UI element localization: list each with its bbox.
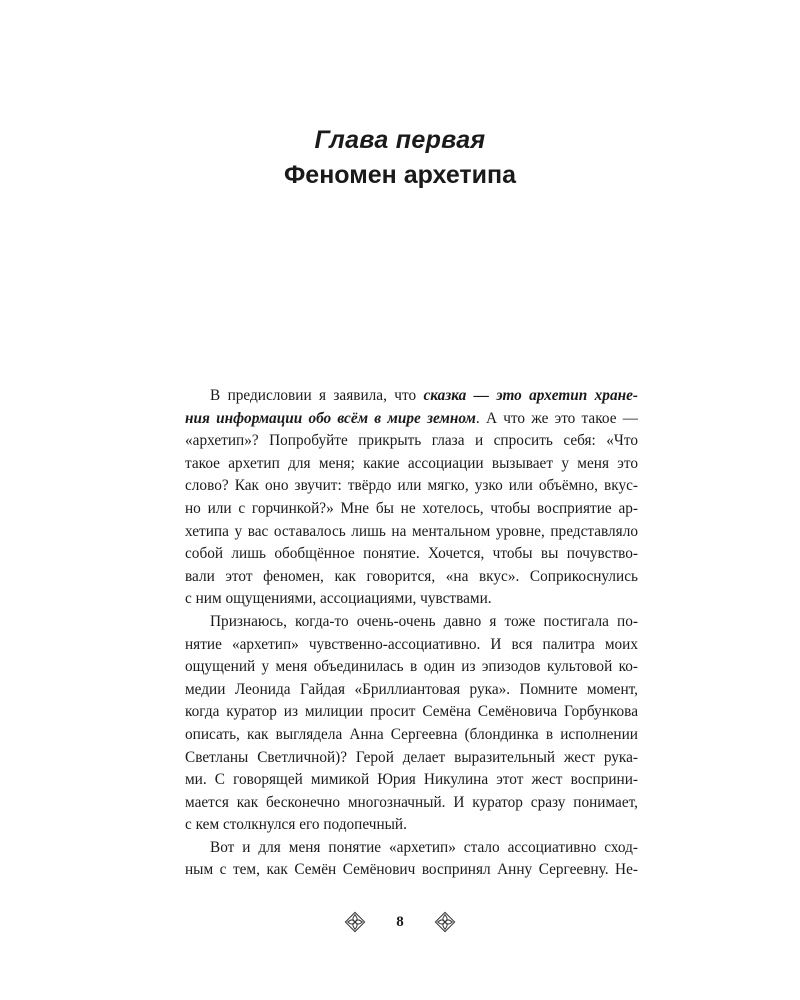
text-run: когда куратор из милиции просит Семёна Семёновича Горбункова bbox=[185, 703, 638, 721]
text-run: Вот и для меня понятие «архетип» стало ассоциативно сход- bbox=[210, 838, 638, 856]
paragraph bbox=[185, 385, 638, 611]
text-run: ми. С говорящей мимикой Юрия Никулина этот жест восприни- bbox=[185, 771, 638, 789]
text-line bbox=[185, 814, 638, 837]
text-line bbox=[185, 656, 638, 679]
text-line bbox=[185, 724, 638, 747]
text-line bbox=[185, 634, 638, 657]
text-run: ощущений у меня объединилась в один из эпизодов культовой ко- bbox=[185, 658, 638, 676]
text-run: ным с тем, как Семён Семёнович воспринял Анну Сергеевну. Не- bbox=[185, 861, 638, 879]
text-line bbox=[185, 408, 638, 431]
text-run: В предисловии я заявила, что bbox=[210, 387, 424, 404]
text-run: вали этот феномен, как говорится, «на вкус». Соприкоснулись bbox=[185, 567, 638, 585]
paragraph bbox=[185, 837, 638, 882]
emphasis-text: сказка — это архетип хране- bbox=[423, 387, 638, 404]
text-run: собой лишь обобщённое понятие. Хочется, чтобы вы почувство- bbox=[185, 545, 638, 563]
paragraph bbox=[185, 611, 638, 837]
page-number: 8 bbox=[396, 913, 404, 930]
text-run: описать, как выглядела Анна Сергеевна (блондинка в исполнении bbox=[185, 725, 638, 743]
text-line bbox=[185, 679, 638, 702]
emphasis-text: ния информации обо всём в мире земном bbox=[185, 409, 476, 427]
text-line bbox=[185, 837, 638, 860]
text-run: слово? Как оно звучит: твёрдо или мягко, узко или объёмно, вкус- bbox=[185, 477, 638, 495]
text-line bbox=[185, 747, 638, 770]
text-line bbox=[185, 430, 638, 453]
chapter-title: Феномен архетипа bbox=[283, 161, 517, 189]
text-run: с ним ощущениями, ассоциациями, чувствами. bbox=[185, 590, 492, 608]
text-run: медии Леонида Гайдая «Бриллиантовая рука». Помните момент, bbox=[185, 680, 638, 698]
text-run: но или с горчинкой?» Мне бы не хотелось, чтобы восприятие ар- bbox=[185, 499, 638, 517]
body-text bbox=[185, 385, 638, 882]
text-run: Признаюсь, когда-то очень-очень давно я тоже постигала по- bbox=[210, 612, 638, 630]
text-run: мается как бесконечно многозначный. И куратор сразу понимает, bbox=[185, 793, 638, 811]
text-run: нятие «архетип» чувственно-ассоциативно. И вся палитра моих bbox=[185, 635, 638, 653]
text-line bbox=[185, 588, 638, 611]
text-run: такое архетип для меня; какие ассоциации вызывает у меня это bbox=[185, 454, 638, 472]
text-line bbox=[185, 566, 638, 589]
chapter-label: Глава первая bbox=[314, 126, 486, 154]
floral-ornament-left-icon bbox=[344, 911, 366, 933]
text-line bbox=[185, 859, 638, 882]
text-line bbox=[185, 521, 638, 544]
text-line bbox=[185, 769, 638, 792]
text-run: . А что же это такое — bbox=[475, 409, 638, 427]
text-line bbox=[185, 543, 638, 566]
text-line bbox=[185, 701, 638, 724]
text-run: «архетип»? Попробуйте прикрыть глаза и спросить себя: «Что bbox=[185, 432, 638, 450]
page-footer bbox=[0, 906, 800, 938]
text-run: Светланы Светличной)? Герой делает выразительный жест рука- bbox=[185, 748, 638, 766]
text-run: хетипа у вас оставалось лишь на ментальном уровне, представляло bbox=[185, 522, 638, 540]
text-run: с кем столкнулся его подопечный. bbox=[185, 816, 407, 834]
floral-ornament-right-icon bbox=[434, 911, 456, 933]
text-line bbox=[185, 498, 638, 521]
text-line bbox=[185, 385, 638, 408]
text-line bbox=[185, 792, 638, 815]
chapter-heading bbox=[0, 124, 800, 192]
text-line bbox=[185, 611, 638, 634]
text-line bbox=[185, 453, 638, 476]
text-line bbox=[185, 475, 638, 498]
